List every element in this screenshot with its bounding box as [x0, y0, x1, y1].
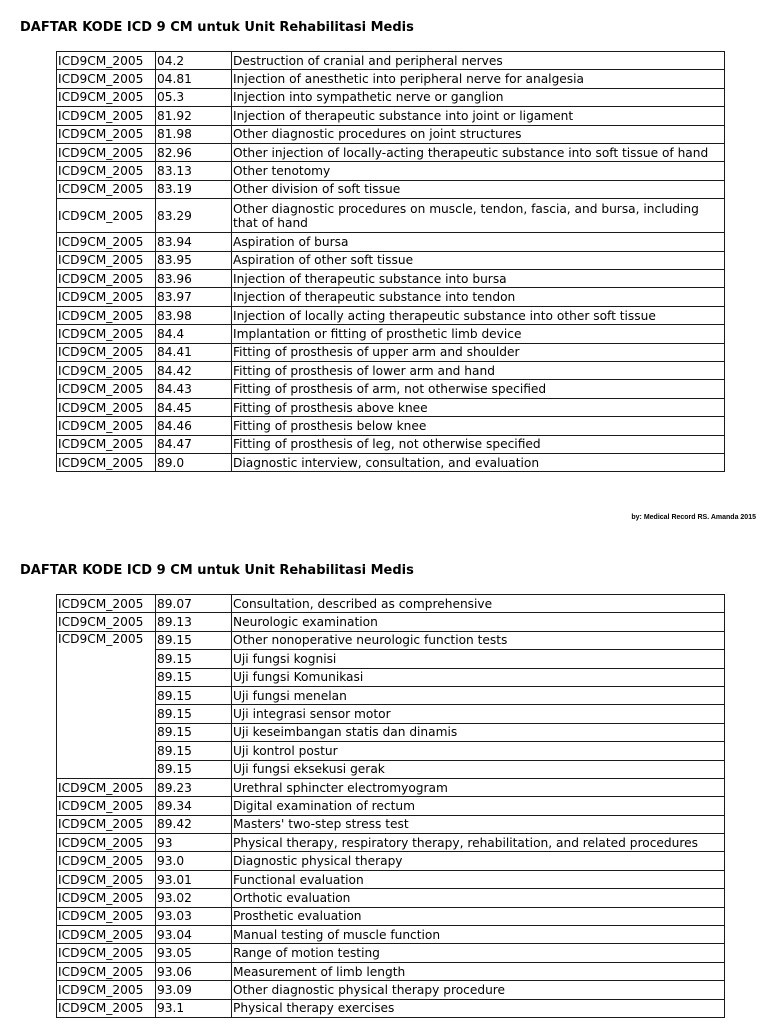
table-row — [57, 180, 725, 198]
system-cell: ICD9CM_2005 — [57, 288, 156, 306]
code-cell: 89.15 — [156, 631, 232, 649]
system-cell: ICD9CM_2005 — [57, 926, 156, 944]
description-cell: Fitting of prosthesis of upper arm and shoulder — [232, 343, 725, 361]
description-cell: Aspiration of other soft tissue — [232, 251, 725, 269]
table-row — [57, 270, 725, 288]
system-cell: ICD9CM_2005 — [57, 962, 156, 980]
code-cell: 82.96 — [156, 143, 232, 161]
description-cell: Fitting of prosthesis of arm, not otherwise specified — [232, 380, 725, 398]
system-cell: ICD9CM_2005 — [57, 162, 156, 180]
table-row — [57, 944, 725, 962]
table-row — [57, 251, 725, 269]
table-row — [57, 143, 725, 161]
table-row — [57, 398, 725, 416]
description-cell: Range of motion testing — [232, 944, 725, 962]
system-cell: ICD9CM_2005 — [57, 398, 156, 416]
code-cell: 83.95 — [156, 251, 232, 269]
description-cell: Urethral sphincter electromyogram — [232, 778, 725, 796]
table-row — [57, 199, 725, 233]
description-cell: Other diagnostic procedures on joint structures — [232, 125, 725, 143]
code-cell: 89.23 — [156, 778, 232, 796]
table-row — [57, 631, 725, 649]
icd-code-table-2 — [56, 594, 725, 1018]
description-cell: Other division of soft tissue — [232, 180, 725, 198]
table-row — [57, 88, 725, 106]
description-cell: Aspiration of bursa — [232, 233, 725, 251]
description-cell: Physical therapy, respiratory therapy, rehabilitation, and related procedures — [232, 834, 725, 852]
description-cell: Injection of therapeutic substance into joint or ligament — [232, 107, 725, 125]
system-cell: ICD9CM_2005 — [57, 834, 156, 852]
table-row — [57, 999, 725, 1017]
code-cell: 83.29 — [156, 199, 232, 233]
code-cell: 93.06 — [156, 962, 232, 980]
code-cell: 84.42 — [156, 362, 232, 380]
system-cell: ICD9CM_2005 — [57, 797, 156, 815]
code-cell: 89.34 — [156, 797, 232, 815]
table-row — [57, 343, 725, 361]
system-cell: ICD9CM_2005 — [57, 251, 156, 269]
description-cell: Fitting of prosthesis of leg, not otherwise specified — [232, 435, 725, 453]
system-cell: ICD9CM_2005 — [57, 70, 156, 88]
table-row — [57, 668, 725, 686]
code-cell: 81.92 — [156, 107, 232, 125]
icd-code-table-1 — [56, 51, 725, 472]
system-cell: ICD9CM_2005 — [57, 981, 156, 999]
table-row — [57, 981, 725, 999]
table-row — [57, 435, 725, 453]
section-1-title: DAFTAR KODE ICD 9 CM untuk Unit Rehabilitasi Medis — [20, 20, 414, 35]
table-row — [57, 778, 725, 796]
code-cell: 89.07 — [156, 595, 232, 613]
table-row — [57, 362, 725, 380]
table-row — [57, 325, 725, 343]
table-row — [57, 52, 725, 70]
code-cell: 93.03 — [156, 907, 232, 925]
table-row — [57, 962, 725, 980]
code-cell: 93 — [156, 834, 232, 852]
system-cell: ICD9CM_2005 — [57, 417, 156, 435]
description-cell: Other nonoperative neurologic function tests — [232, 631, 725, 649]
table-row — [57, 742, 725, 760]
table-row — [57, 797, 725, 815]
system-cell: ICD9CM_2005 — [57, 199, 156, 233]
system-cell: ICD9CM_2005 — [57, 595, 156, 613]
code-cell: 81.98 — [156, 125, 232, 143]
description-cell: Destruction of cranial and peripheral nerves — [232, 52, 725, 70]
table-row — [57, 288, 725, 306]
section-2-title: DAFTAR KODE ICD 9 CM untuk Unit Rehabilitasi Medis — [20, 563, 414, 578]
system-cell: ICD9CM_2005 — [57, 889, 156, 907]
description-cell: Fitting of prosthesis of lower arm and hand — [232, 362, 725, 380]
code-cell: 89.15 — [156, 742, 232, 760]
table-row — [57, 613, 725, 631]
description-cell: Other injection of locally-acting therapeutic substance into soft tissue of hand — [232, 143, 725, 161]
system-cell: ICD9CM_2005 — [57, 435, 156, 453]
description-cell: Measurement of limb length — [232, 962, 725, 980]
system-cell: ICD9CM_2005 — [57, 631, 156, 778]
table-row — [57, 70, 725, 88]
code-cell: 89.15 — [156, 668, 232, 686]
footer-credit: by: Medical Record RS. Amanda 2015 — [631, 514, 756, 521]
table-row — [57, 380, 725, 398]
code-cell: 83.13 — [156, 162, 232, 180]
system-cell: ICD9CM_2005 — [57, 613, 156, 631]
description-cell: Diagnostic interview, consultation, and evaluation — [232, 454, 725, 472]
description-cell: Digital examination of rectum — [232, 797, 725, 815]
description-cell: Orthotic evaluation — [232, 889, 725, 907]
system-cell: ICD9CM_2005 — [57, 852, 156, 870]
system-cell: ICD9CM_2005 — [57, 325, 156, 343]
code-cell: 89.42 — [156, 815, 232, 833]
description-cell: Uji fungsi Komunikasi — [232, 668, 725, 686]
table-row — [57, 705, 725, 723]
table-row — [57, 852, 725, 870]
description-cell: Physical therapy exercises — [232, 999, 725, 1017]
description-cell: Other diagnostic procedures on muscle, tendon, fascia, and bursa, including that of hand — [232, 199, 725, 233]
table-row — [57, 760, 725, 778]
code-cell: 89.15 — [156, 723, 232, 741]
description-cell: Fitting of prosthesis above knee — [232, 398, 725, 416]
code-cell: 04.81 — [156, 70, 232, 88]
code-cell: 83.98 — [156, 306, 232, 324]
description-cell: Injection of therapeutic substance into tendon — [232, 288, 725, 306]
code-cell: 93.04 — [156, 926, 232, 944]
table-row — [57, 650, 725, 668]
system-cell: ICD9CM_2005 — [57, 999, 156, 1017]
code-cell: 84.41 — [156, 343, 232, 361]
system-cell: ICD9CM_2005 — [57, 52, 156, 70]
description-cell: Uji fungsi eksekusi gerak — [232, 760, 725, 778]
system-cell: ICD9CM_2005 — [57, 380, 156, 398]
code-cell: 93.0 — [156, 852, 232, 870]
table-row — [57, 125, 725, 143]
code-cell: 93.01 — [156, 870, 232, 888]
system-cell: ICD9CM_2005 — [57, 362, 156, 380]
description-cell: Neurologic examination — [232, 613, 725, 631]
code-cell: 93.1 — [156, 999, 232, 1017]
code-cell: 84.4 — [156, 325, 232, 343]
system-cell: ICD9CM_2005 — [57, 125, 156, 143]
system-cell: ICD9CM_2005 — [57, 143, 156, 161]
code-cell: 89.15 — [156, 760, 232, 778]
system-cell: ICD9CM_2005 — [57, 306, 156, 324]
code-cell: 83.97 — [156, 288, 232, 306]
description-cell: Injection of anesthetic into peripheral nerve for analgesia — [232, 70, 725, 88]
description-cell: Prosthetic evaluation — [232, 907, 725, 925]
description-cell: Functional evaluation — [232, 870, 725, 888]
table-row — [57, 889, 725, 907]
code-cell: 93.02 — [156, 889, 232, 907]
code-cell: 83.96 — [156, 270, 232, 288]
system-cell: ICD9CM_2005 — [57, 233, 156, 251]
code-cell: 89.15 — [156, 650, 232, 668]
description-cell: Fitting of prosthesis below knee — [232, 417, 725, 435]
description-cell: Uji kontrol postur — [232, 742, 725, 760]
description-cell: Other diagnostic physical therapy procedure — [232, 981, 725, 999]
system-cell: ICD9CM_2005 — [57, 343, 156, 361]
system-cell: ICD9CM_2005 — [57, 270, 156, 288]
system-cell: ICD9CM_2005 — [57, 815, 156, 833]
code-cell: 93.05 — [156, 944, 232, 962]
table-row — [57, 417, 725, 435]
description-cell: Uji integrasi sensor motor — [232, 705, 725, 723]
table-row — [57, 595, 725, 613]
code-cell: 84.47 — [156, 435, 232, 453]
table-row — [57, 454, 725, 472]
code-cell: 84.43 — [156, 380, 232, 398]
code-cell: 83.19 — [156, 180, 232, 198]
system-cell: ICD9CM_2005 — [57, 88, 156, 106]
code-cell: 04.2 — [156, 52, 232, 70]
table-row — [57, 907, 725, 925]
description-cell: Uji fungsi menelan — [232, 686, 725, 704]
table-row — [57, 686, 725, 704]
code-cell: 84.46 — [156, 417, 232, 435]
table-row — [57, 162, 725, 180]
description-cell: Masters' two-step stress test — [232, 815, 725, 833]
system-cell: ICD9CM_2005 — [57, 944, 156, 962]
system-cell: ICD9CM_2005 — [57, 107, 156, 125]
table-row — [57, 306, 725, 324]
table-row — [57, 233, 725, 251]
code-cell: 89.15 — [156, 705, 232, 723]
system-cell: ICD9CM_2005 — [57, 778, 156, 796]
description-cell: Injection of therapeutic substance into bursa — [232, 270, 725, 288]
description-cell: Consultation, described as comprehensive — [232, 595, 725, 613]
description-cell: Injection of locally acting therapeutic substance into other soft tissue — [232, 306, 725, 324]
description-cell: Uji keseimbangan statis dan dinamis — [232, 723, 725, 741]
table-row — [57, 834, 725, 852]
system-cell: ICD9CM_2005 — [57, 454, 156, 472]
code-cell: 93.09 — [156, 981, 232, 999]
system-cell: ICD9CM_2005 — [57, 907, 156, 925]
description-cell: Implantation or fitting of prosthetic limb device — [232, 325, 725, 343]
code-cell: 84.45 — [156, 398, 232, 416]
system-cell: ICD9CM_2005 — [57, 870, 156, 888]
table-row — [57, 723, 725, 741]
description-cell: Diagnostic physical therapy — [232, 852, 725, 870]
table-row — [57, 107, 725, 125]
description-cell: Manual testing of muscle function — [232, 926, 725, 944]
description-cell: Uji fungsi kognisi — [232, 650, 725, 668]
description-cell: Injection into sympathetic nerve or ganglion — [232, 88, 725, 106]
table-row — [57, 870, 725, 888]
description-cell: Other tenotomy — [232, 162, 725, 180]
system-cell: ICD9CM_2005 — [57, 180, 156, 198]
table-row — [57, 926, 725, 944]
table-row — [57, 815, 725, 833]
code-cell: 83.94 — [156, 233, 232, 251]
code-cell: 05.3 — [156, 88, 232, 106]
code-cell: 89.13 — [156, 613, 232, 631]
code-cell: 89.15 — [156, 686, 232, 704]
code-cell: 89.0 — [156, 454, 232, 472]
